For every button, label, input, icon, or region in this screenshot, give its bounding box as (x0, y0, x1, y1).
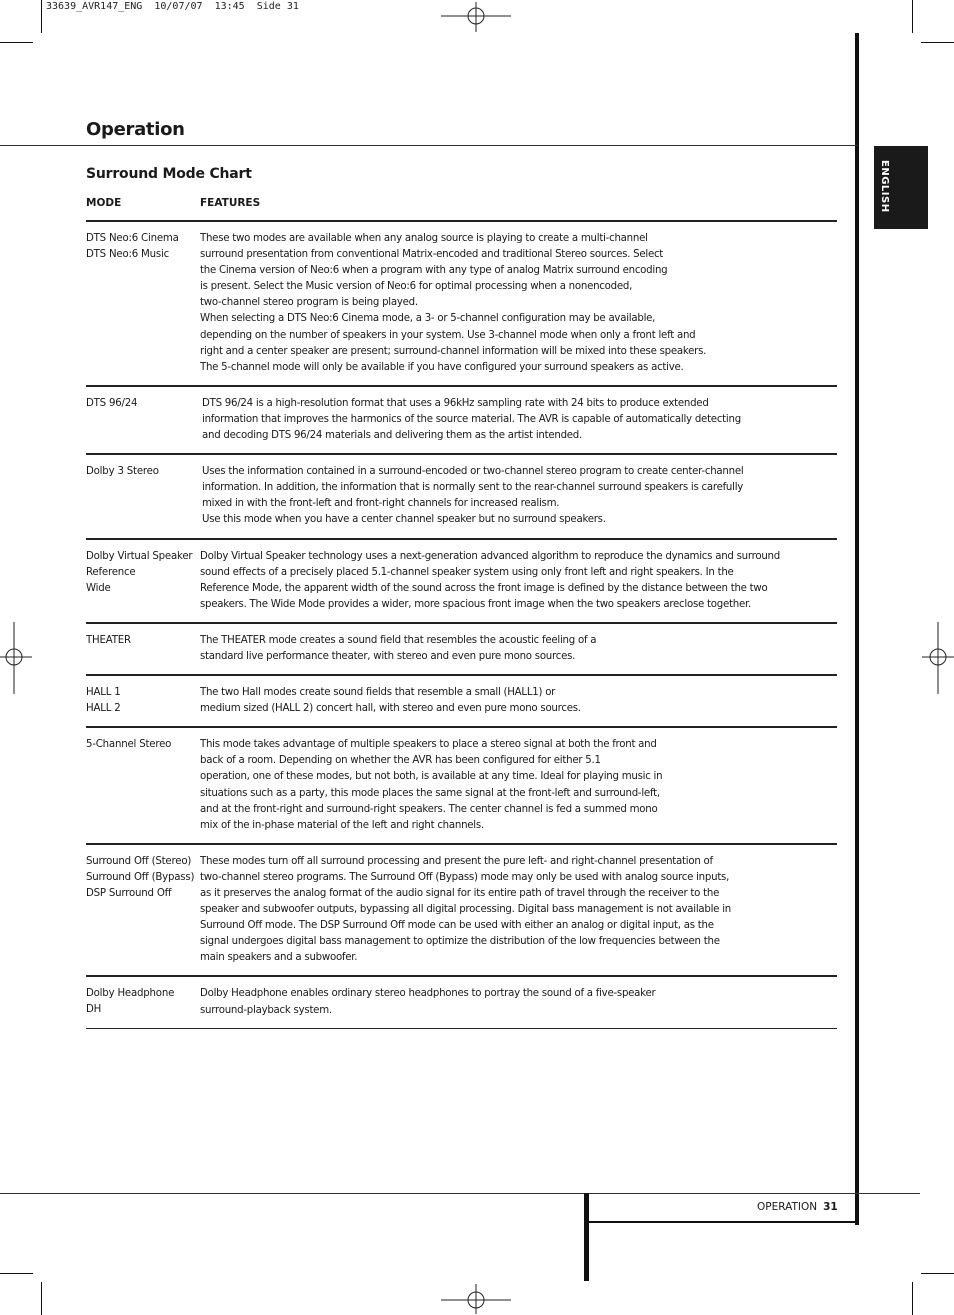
section-title: Surround Mode Chart (86, 166, 252, 182)
table-row (86, 975, 837, 1028)
page-edge-bar (855, 33, 859, 1225)
title-rule (0, 145, 858, 146)
mode-name: DSP Surround Off (86, 887, 172, 899)
features-cell: Uses the information contained in a surround-encoded or two-channel stereo program to create center-channel information. In addition, the information that is normally sent to the rear-channel surround speakers is carefully mixed in with the front-left and front-right channels for increased realism. Use this mode when you have a center channel speaker but no surround speakers. (202, 466, 744, 526)
print-slug: 33639_AVR147_ENG 10/07/07 13:45 Side 31 (46, 1, 299, 12)
mode-name: DH (86, 1004, 102, 1016)
mode-cell (86, 549, 198, 597)
mode-name: Wide (86, 582, 111, 594)
table-row (86, 220, 837, 385)
table-row (86, 726, 837, 843)
table-row (86, 674, 837, 726)
mode-cell (86, 986, 198, 1018)
mode-name: Dolby Headphone (86, 988, 175, 1000)
features-cell: DTS 96/24 is a high-resolution format that uses a 96kHz sampling rate with 24 bits to produce extended information that improves the harmonics of the source material. The AVR is capable of automatically detecting and decoding DTS 96/24 materials and delivering them as the artist intended. (202, 397, 741, 442)
table-row (86, 453, 837, 537)
crop-mark (41, 0, 42, 33)
mode-cell (86, 737, 198, 753)
features-cell: These two modes are available when any analog source is playing to create a multi-channel surround presentation from conventional Matrix-encoded and traditional Stereo sources. Select the Cinema version of Neo:6 when a program with any type of analog Matrix surround encoding is present. Select the Music version of Neo:6 for optimal processing when a nonencoded, two-channel stereo program is being played. When selecting a DTS Neo:6 Cinema mode, a 3- or 5-channel configuration may be available, depending on the number of speakers in your system. Use 3-channel mode when only a front left and right and a center speaker are present; surround-channel information will be mixed into these speakers. The 5-channel mode will only be available if you have configured your surround speakers as active. (200, 233, 707, 373)
features-cell: Dolby Headphone enables ordinary stereo headphones to portray the sound of a five-speaker surround-playback system. (200, 988, 656, 1016)
mode-name: Dolby Virtual Speaker (86, 550, 193, 562)
footer-bar (584, 1193, 589, 1281)
language-tab-label: ENGLISH (879, 160, 890, 213)
mode-cell (86, 685, 198, 717)
crop-mark (921, 1273, 954, 1274)
crop-mark (41, 1282, 42, 1315)
surround-mode-table (86, 220, 837, 1029)
crop-mark (912, 1282, 913, 1315)
registration-mark-icon (441, 2, 513, 32)
table-row (86, 622, 837, 674)
registration-mark-icon (441, 1284, 513, 1314)
table-row (86, 843, 837, 976)
crop-mark (0, 1273, 33, 1274)
mode-cell (86, 854, 198, 902)
mode-name: 5-Channel Stereo (86, 739, 172, 751)
features-cell: The THEATER mode creates a sound field that resembles the acoustic feeling of a standard live performance theater, with stereo and even pure mono sources. (200, 634, 597, 662)
crop-mark (921, 42, 954, 43)
features-cell: These modes turn off all surround processing and present the pure left- and right-channel presentation of two-channel stereo programs. The Surround Off (Bypass) mode may only be used with analog source inputs, as it preserves the analog format of the audio signal for its entire path of travel through the receiver to the speaker and subwoofer outputs, bypassing all digital processing. Digital bass management is not available in Surround Off mode. The DSP Surround Off mode can be used with either an analog or digital input, as the signal undergoes digital bass management to optimize the distribution of the low frequencies between the main speakers and a subwoofer. (200, 855, 731, 964)
mode-name: DTS Neo:6 Music (86, 249, 170, 260)
features-cell: The two Hall modes create sound fields that resemble a small (HALL1) or medium sized (HALL 2) concert hall, with stereo and even pure mono sources. (200, 687, 581, 715)
table-row (86, 538, 837, 622)
mode-cell (86, 464, 198, 480)
page-title: Operation (86, 119, 185, 140)
mode-cell (86, 633, 198, 649)
table-row (86, 385, 837, 453)
column-header-mode: MODE (86, 197, 122, 209)
mode-name: HALL 2 (86, 703, 121, 715)
mode-name: Dolby 3 Stereo (86, 466, 159, 478)
footer-rule (0, 1193, 920, 1194)
mode-name: Surround Off (Bypass) (86, 871, 195, 883)
page-number: 31 (823, 1201, 838, 1213)
crop-mark (912, 0, 913, 33)
registration-mark-icon (922, 622, 954, 694)
language-tab (874, 146, 928, 229)
mode-name: THEATER (86, 634, 131, 646)
mode-name: DTS 96/24 (86, 397, 138, 409)
mode-name: DTS Neo:6 Cinema (86, 233, 179, 244)
footer-section: OPERATION (757, 1201, 818, 1213)
crop-mark (0, 42, 33, 43)
mode-name: Reference (86, 566, 136, 578)
mode-name: HALL 1 (86, 687, 121, 699)
registration-mark-icon (0, 622, 32, 694)
mode-cell (86, 231, 198, 263)
features-cell: This mode takes advantage of multiple speakers to place a stereo signal at both the front and back of a room. Depending on whether the AVR has been configured for either 5.1 operation, one of these modes, but not both, is available at any time. Ideal for playing music in situations such as a party, this mode places the same signal at the front-left and surround-left, and at the front-right and surround-right speakers. The center channel is fed a summed mono mix of the in-phase material of the left and right channels. (200, 739, 663, 831)
mode-name: Surround Off (Stereo) (86, 855, 192, 867)
mode-cell (86, 396, 198, 412)
column-header-features: FEATURES (200, 197, 261, 209)
features-cell: Dolby Virtual Speaker technology uses a next-generation advanced algorithm to reproduce the dynamics and surround sound effects of a precisely placed 5.1-channel speaker system using only front left and right speakers. In the Reference Mode, the apparent width of the sound across the front image is defined by the distance between the two speakers. The Wide Mode provides a wider, more spacious front image when the two speakers areclose together. (200, 550, 780, 610)
page-footer (757, 1201, 838, 1213)
footer-bottom-rule (586, 1221, 859, 1223)
